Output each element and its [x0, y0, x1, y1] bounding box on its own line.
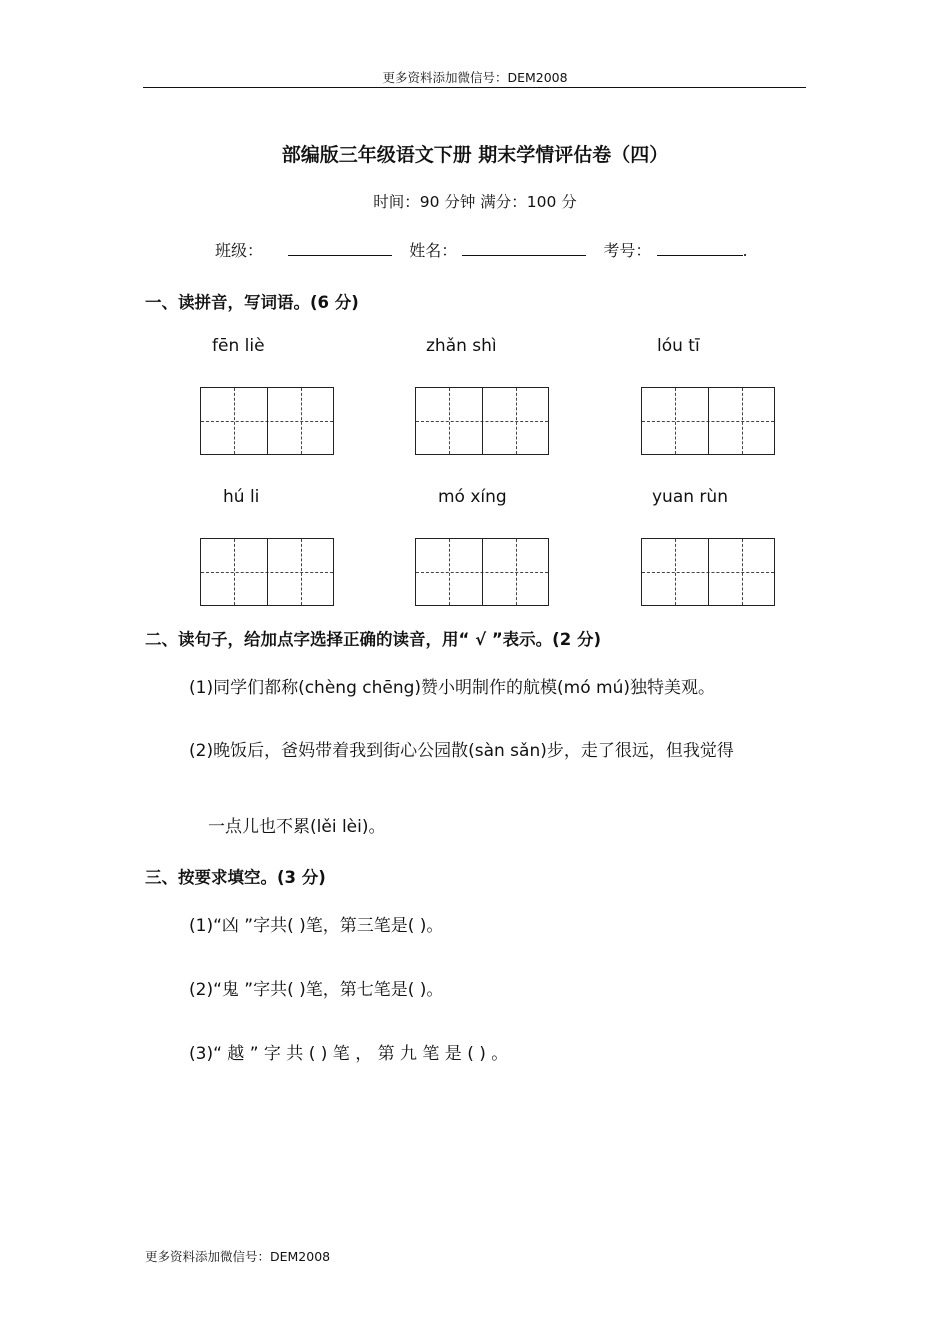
name-label: 姓名： — [409, 241, 458, 260]
number-label: 考号： — [603, 241, 652, 260]
section2-heading: 二、读句子，给加点字选择正确的读音，用“ √ ”表示。(2 分) — [145, 630, 601, 649]
section2-question-1: (1)同学们都称(chèng chēng)赞小明制作的航模(mó mú)独特美观。 — [189, 678, 716, 698]
writing-grid-4[interactable] — [200, 538, 334, 606]
section3-heading: 三、按要求填空。(3 分) — [145, 868, 326, 887]
section3-question-1: (1)“凶 ”字共( )笔，第三笔是( )。 — [189, 916, 444, 936]
section2-question-2-line2: 一点儿也不累(lěi lèi)。 — [208, 817, 386, 837]
header-rule — [143, 87, 806, 88]
writing-grid-2[interactable] — [415, 387, 549, 455]
pinyin-4: hú li — [223, 487, 260, 507]
exam-subtitle: 时间：90 分钟 满分：100 分 — [373, 193, 577, 211]
writing-grid-6[interactable] — [641, 538, 775, 606]
section3-question-3: (3)“ 越 ” 字 共 ( ) 笔 ， 第 九 笔 是 ( ) 。 — [189, 1044, 509, 1064]
section2-question-2-line1: (2)晚饭后，爸妈带着我到街心公园散(sàn sǎn)步，走了很远，但我觉得 — [189, 741, 734, 761]
pinyin-3: lóu tī — [657, 336, 700, 356]
class-label: 班级： — [215, 241, 264, 260]
section1-heading: 一、读拼音，写词语。(6 分) — [145, 293, 359, 312]
pinyin-6: yuan rùn — [652, 487, 728, 507]
name-blank[interactable] — [462, 239, 586, 256]
number-blank[interactable] — [657, 239, 743, 256]
pinyin-5: mó xíng — [438, 487, 507, 507]
info-end-mark: . — [742, 241, 748, 260]
class-blank[interactable] — [288, 239, 392, 256]
writing-grid-3[interactable] — [641, 387, 775, 455]
page-header: 更多资料添加微信号：DEM2008 — [382, 70, 568, 85]
student-info-line — [215, 238, 748, 261]
pinyin-1: fēn liè — [212, 336, 265, 356]
writing-grid-1[interactable] — [200, 387, 334, 455]
exam-title: 部编版三年级语文下册 期末学情评估卷（四） — [281, 144, 669, 166]
pinyin-2: zhǎn shì — [426, 336, 497, 356]
section3-question-2: (2)“鬼 ”字共( )笔，第七笔是( )。 — [189, 980, 444, 1000]
page-footer: 更多资料添加微信号：DEM2008 — [145, 1249, 331, 1264]
writing-grid-5[interactable] — [415, 538, 549, 606]
